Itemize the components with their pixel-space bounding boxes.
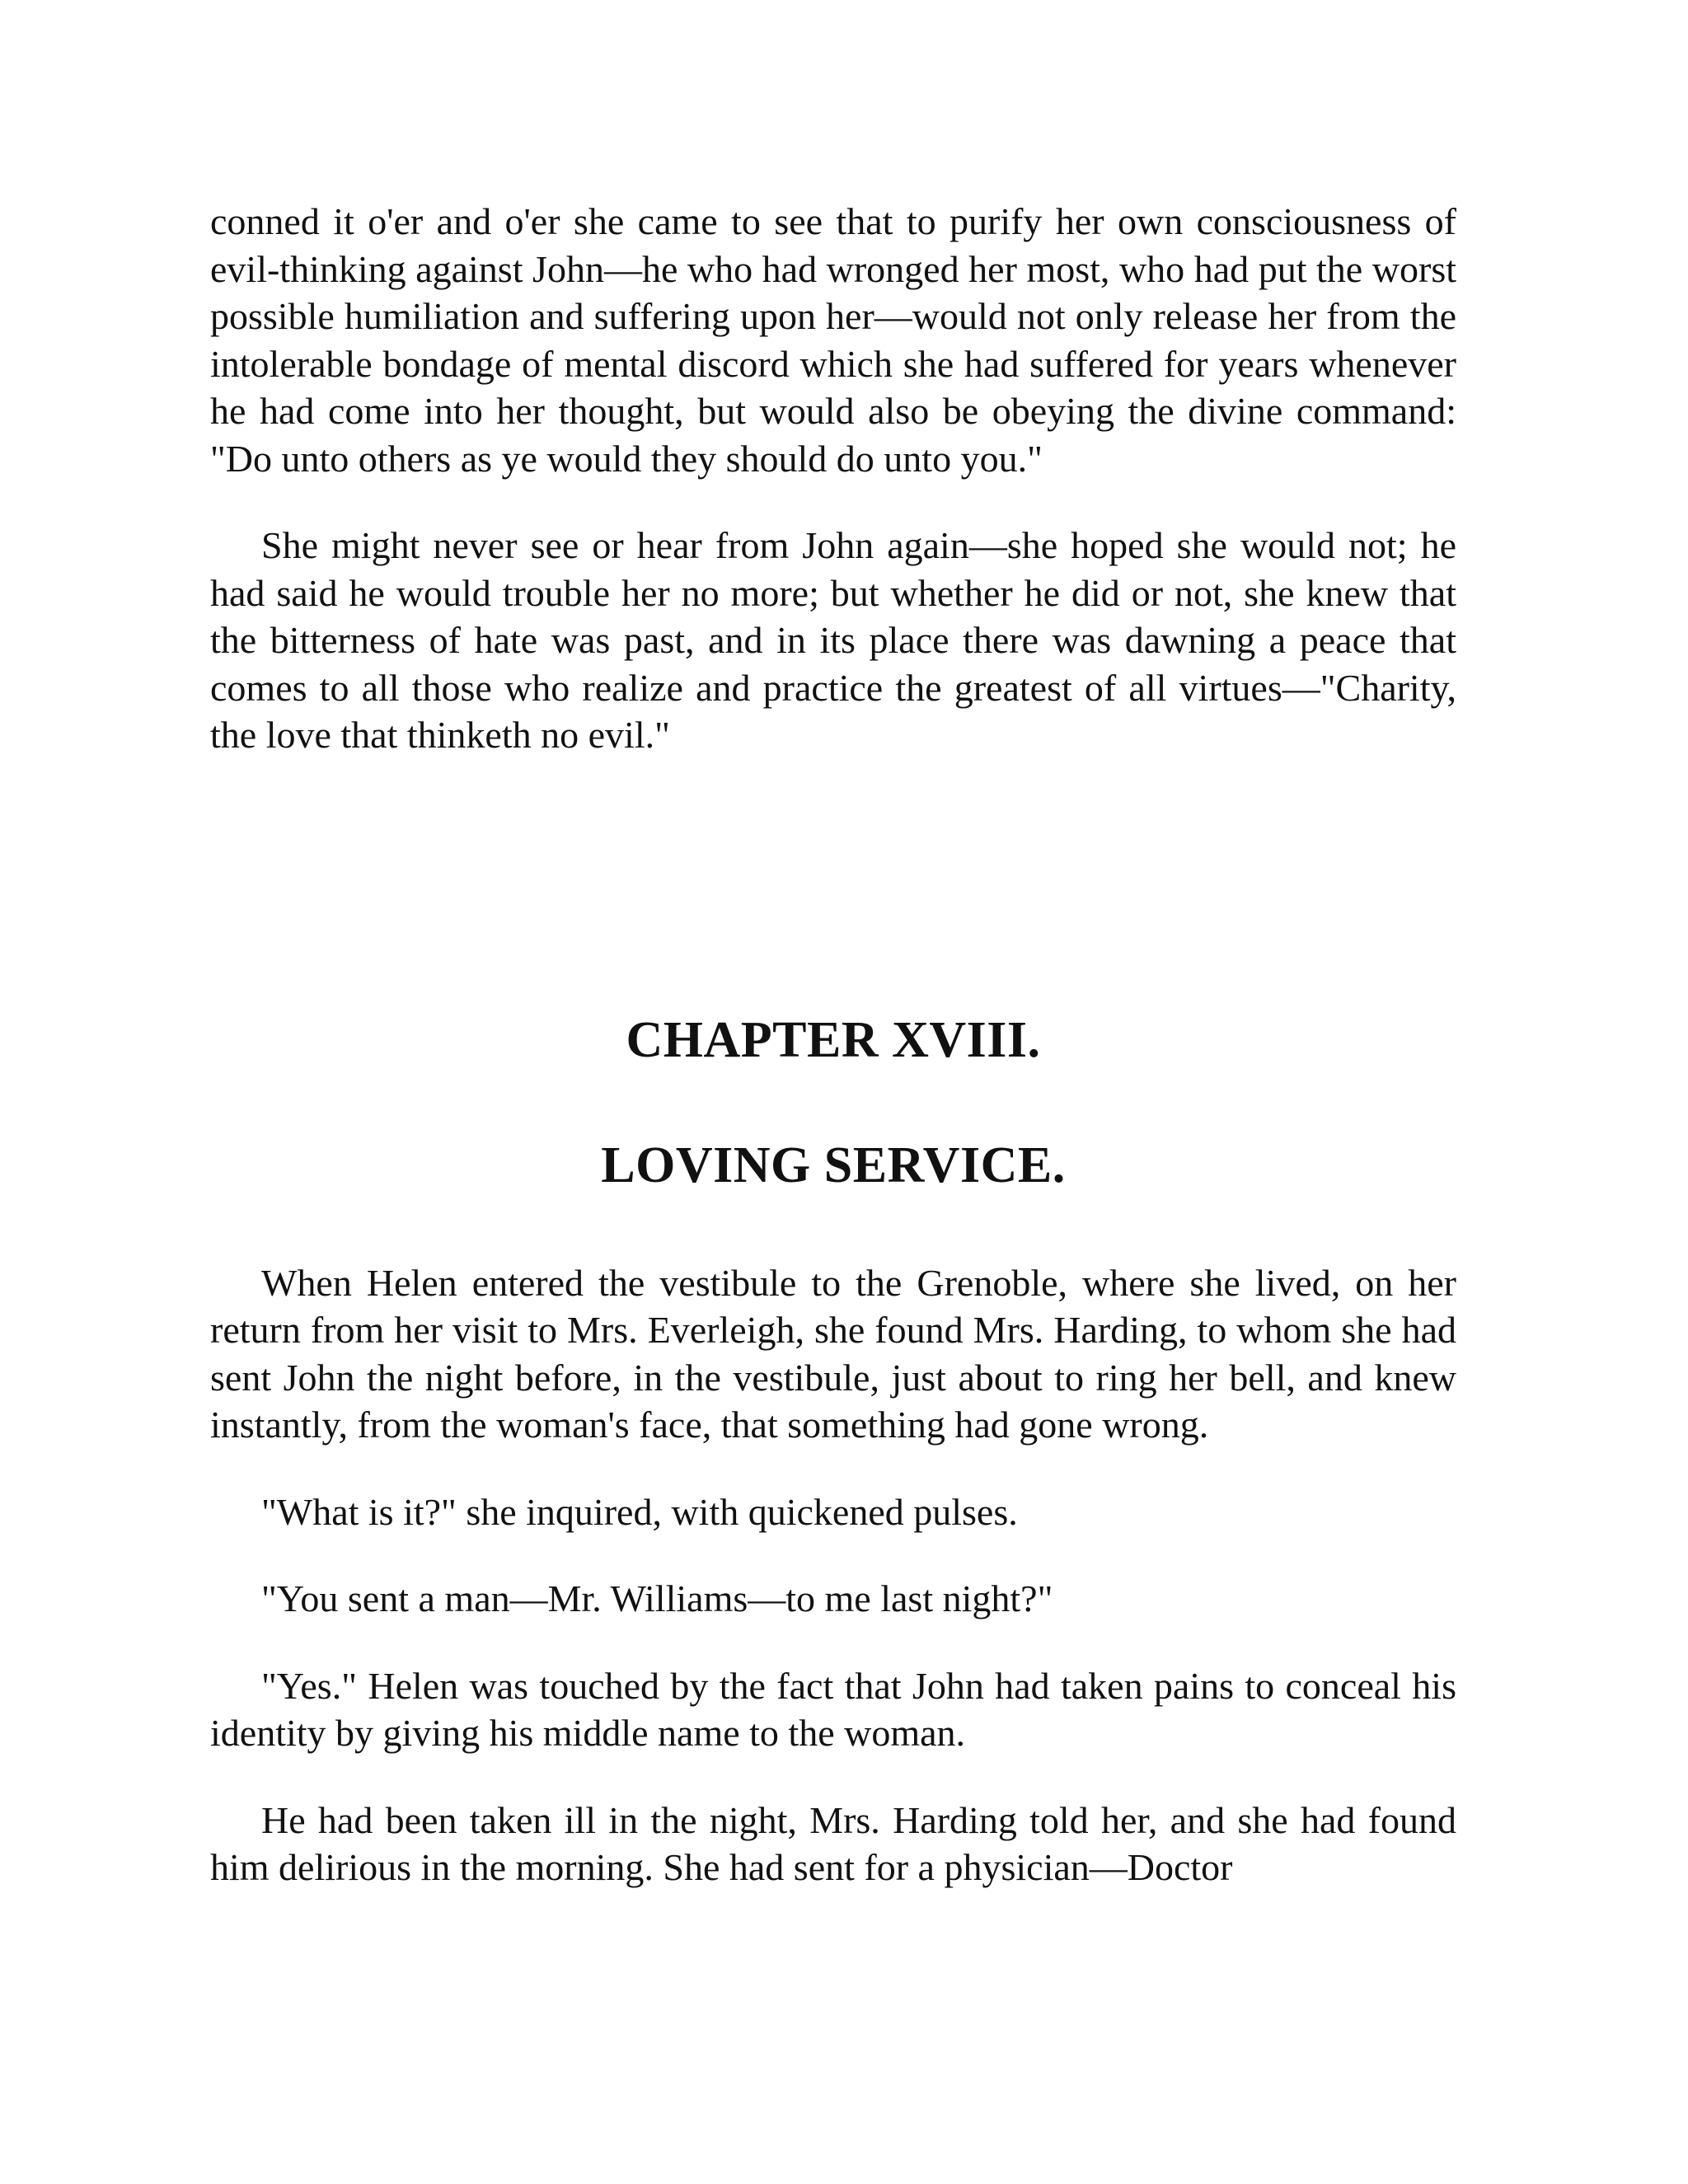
paragraph: "What is it?" she inquired, with quickened pulses. bbox=[261, 1490, 1018, 1533]
paragraph: "You sent a man—Mr. Williams—to me last night?" bbox=[261, 1577, 1053, 1619]
chapter-number: CHAPTER XVIII. bbox=[626, 1011, 1041, 1068]
book-page bbox=[210, 198, 1456, 1891]
paragraph: When Helen entered the vestibule to the Grenoble, where she lived, on her return from her visit to Mrs. Everleigh, she found Mrs. Harding, to whom she had sent John the night before, in the vestibule, just about to ring her bell, and knew instantly, from the woman's face, that something had gone wrong. bbox=[210, 1261, 1456, 1446]
paragraph: He had been taken ill in the night, Mrs. Harding told her, and she had found him delirious in the morning. She had sent for a physician—Doctor bbox=[210, 1798, 1456, 1888]
paragraph: "Yes." Helen was touched by the fact that John had taken pains to conceal his identity by giving his middle name to the woman. bbox=[210, 1664, 1456, 1754]
chapter-title: LOVING SERVICE. bbox=[601, 1137, 1066, 1193]
paragraph-continued: conned it o'er and o'er she came to see that to purify her own consciousness of evil-thinking against John—he who had wronged her most, who had put the worst possible humiliation and suffering upon her—would not only release her from the intolerable bondage of mental discord which she had suffered for years whenever he had come into her thought, but would also be obeying the divine command: "Do unto others as ye would they should do unto you." bbox=[210, 200, 1456, 480]
paragraph: She might never see or hear from John again—she hoped she would not; he had said he would trouble her no more; but whether he did or not, she knew that the bitterness of hate was past, and in its place there was dawning a peace that comes to all those who realize and practice the greatest of all virtues—"Charity, the love that thinketh no evil." bbox=[210, 524, 1456, 756]
